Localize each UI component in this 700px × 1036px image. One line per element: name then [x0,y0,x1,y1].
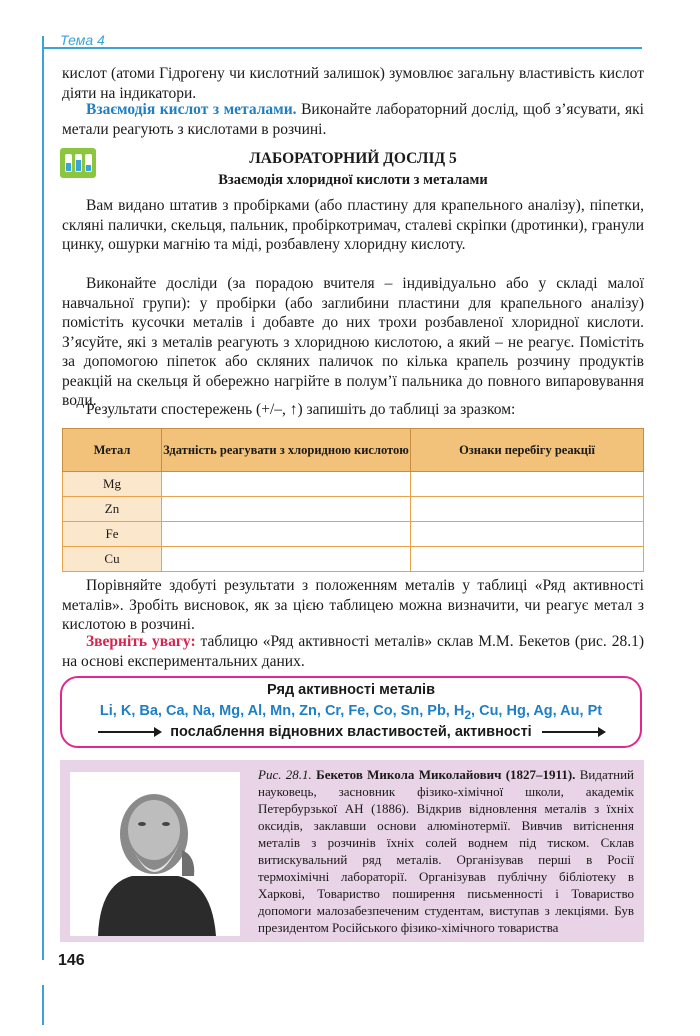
note-label: Зверніть увагу: [86,633,196,650]
conclusion-paragraph: Порівняйте здобуті результати з положенням металів у таблиці «Ряд активності металів». Зробіть висновок, як за цією таблицею можна визначити, чи реагує метал з кислотою в розчині. [62,577,644,633]
column-header: Метал [63,429,162,472]
empty-cell[interactable] [162,497,411,522]
metal-cell: Mg [63,472,162,497]
header-rule [42,47,642,49]
empty-cell[interactable] [411,547,644,572]
margin-line [42,36,44,960]
section-text: Виконайте лабораторний дослід, щоб з’ясувати, які метали реагують з кислотами в розчині. [62,101,644,138]
series-part-a: Li, K, Ba, Ca, Na, Mg, Al, Mn, Zn, Cr, Fe, Co, Sn, Pb, H [99,703,465,719]
portrait-photo [70,772,240,936]
metal-cell: Zn [63,497,162,522]
series-caption: послаблення відновних властивостей, активності [170,724,532,740]
arrow-right-icon [542,731,604,733]
intro-paragraph-2 [62,100,644,139]
margin-line-bottom [42,985,44,1025]
table-header-row [63,429,644,472]
biography-panel [60,760,644,942]
topic-label: Тема 4 [60,32,105,48]
results-table [62,428,644,572]
empty-cell[interactable] [411,497,644,522]
figure-label: Рис. 28.1. [258,767,312,782]
metal-cell: Cu [63,547,162,572]
table-row [63,522,644,547]
section-heading: Взаємодія кислот з металами. [86,101,297,118]
series-caption-row [62,724,640,740]
empty-cell[interactable] [411,522,644,547]
metal-cell: Fe [63,522,162,547]
biography-text [258,766,634,936]
note-paragraph [62,632,644,671]
table-row [63,497,644,522]
lab-paragraph-1: Вам видано штатив з пробірками (або пластину для крапельного аналізу), піпетки, скляні палички, скельця, пальник, пробіркотримач, сталеві скріпки (дротинки), гранули цинку, ошурки магнію та міді, розбавлену хлоридну кислоту. [62,197,644,253]
note-text: таблицю «Ряд активності металів» склав М.М. Бекетов (рис. 28.1) на основі експериментальних даних. [62,633,645,670]
lab-paragraph-3: Результати спостережень (+/–, ↑) запишіть до таблиці за зразком: [86,401,516,418]
empty-cell[interactable] [162,522,411,547]
table-row [63,472,644,497]
empty-cell[interactable] [411,472,644,497]
series-part-b: , Cu, Hg, Ag, Au, Pt [471,703,603,719]
column-header: Ознаки перебігу реакції [411,429,644,472]
arrow-right-icon [98,731,160,733]
biography-body: Видатний науковець, засновник фізико-хімічної школи, академік Петербурзької АН (1886). Відкрив відновлення металів з їхніх оксидів, заклавши основи алюмінотермії. Вивчив витіснення металів з розчинів їхніх солей воднем під тиском. Склав витискувальний ряд металів. Організував перші в Росії термохімічні лабораторії. Організував публічну бібліотеку в Харкові, Товариство поширення письменності і Товариство допомоги малозабезпеченим студентам, виступав з лекціями. Був президентом Російського фізико-хімічного товариства [258,767,634,935]
lab-subtitle: Взаємодія хлоридної кислоти з металами [218,172,488,188]
column-header: Здатність реагувати з хлоридною кислотою [162,429,411,472]
series-subscript: 2 [464,707,472,722]
activity-series-box [60,676,642,748]
lab-paragraph-2: Виконайте досліди (за порадою вчителя – індивідуально або у складі малої навчальної групи): у пробірки (або заглибини пластини для крапельного аналізу) помістіть кусочки металів і добавте до них трохи розбавленої хлоридної кислоти. З’ясуйте, які з металів реагують з хлоридною кислотою, а який – не реагує. Помістіть за допомогою піпеток або скляних паличок по кілька крапель розчину продуктів реакцій на скельця й обережно нагрійте в полум’ї пальника до повного випаровування води. [62,275,644,409]
table-row [63,547,644,572]
empty-cell[interactable] [162,547,411,572]
empty-cell[interactable] [162,472,411,497]
person-name: Бекетов Микола Миколайович (1827–1911). [311,767,576,782]
lab-title: ЛАБОРАТОРНИЙ ДОСЛІД 5 [249,150,457,167]
activity-series [62,703,640,722]
page-number: 146 [58,952,85,969]
intro-paragraph: кислот (атоми Гідрогену чи кислотний залишок) зумовлює загальну властивість кислот діяти на індикатори. [62,65,644,102]
series-title: Ряд активності металів [267,682,435,698]
